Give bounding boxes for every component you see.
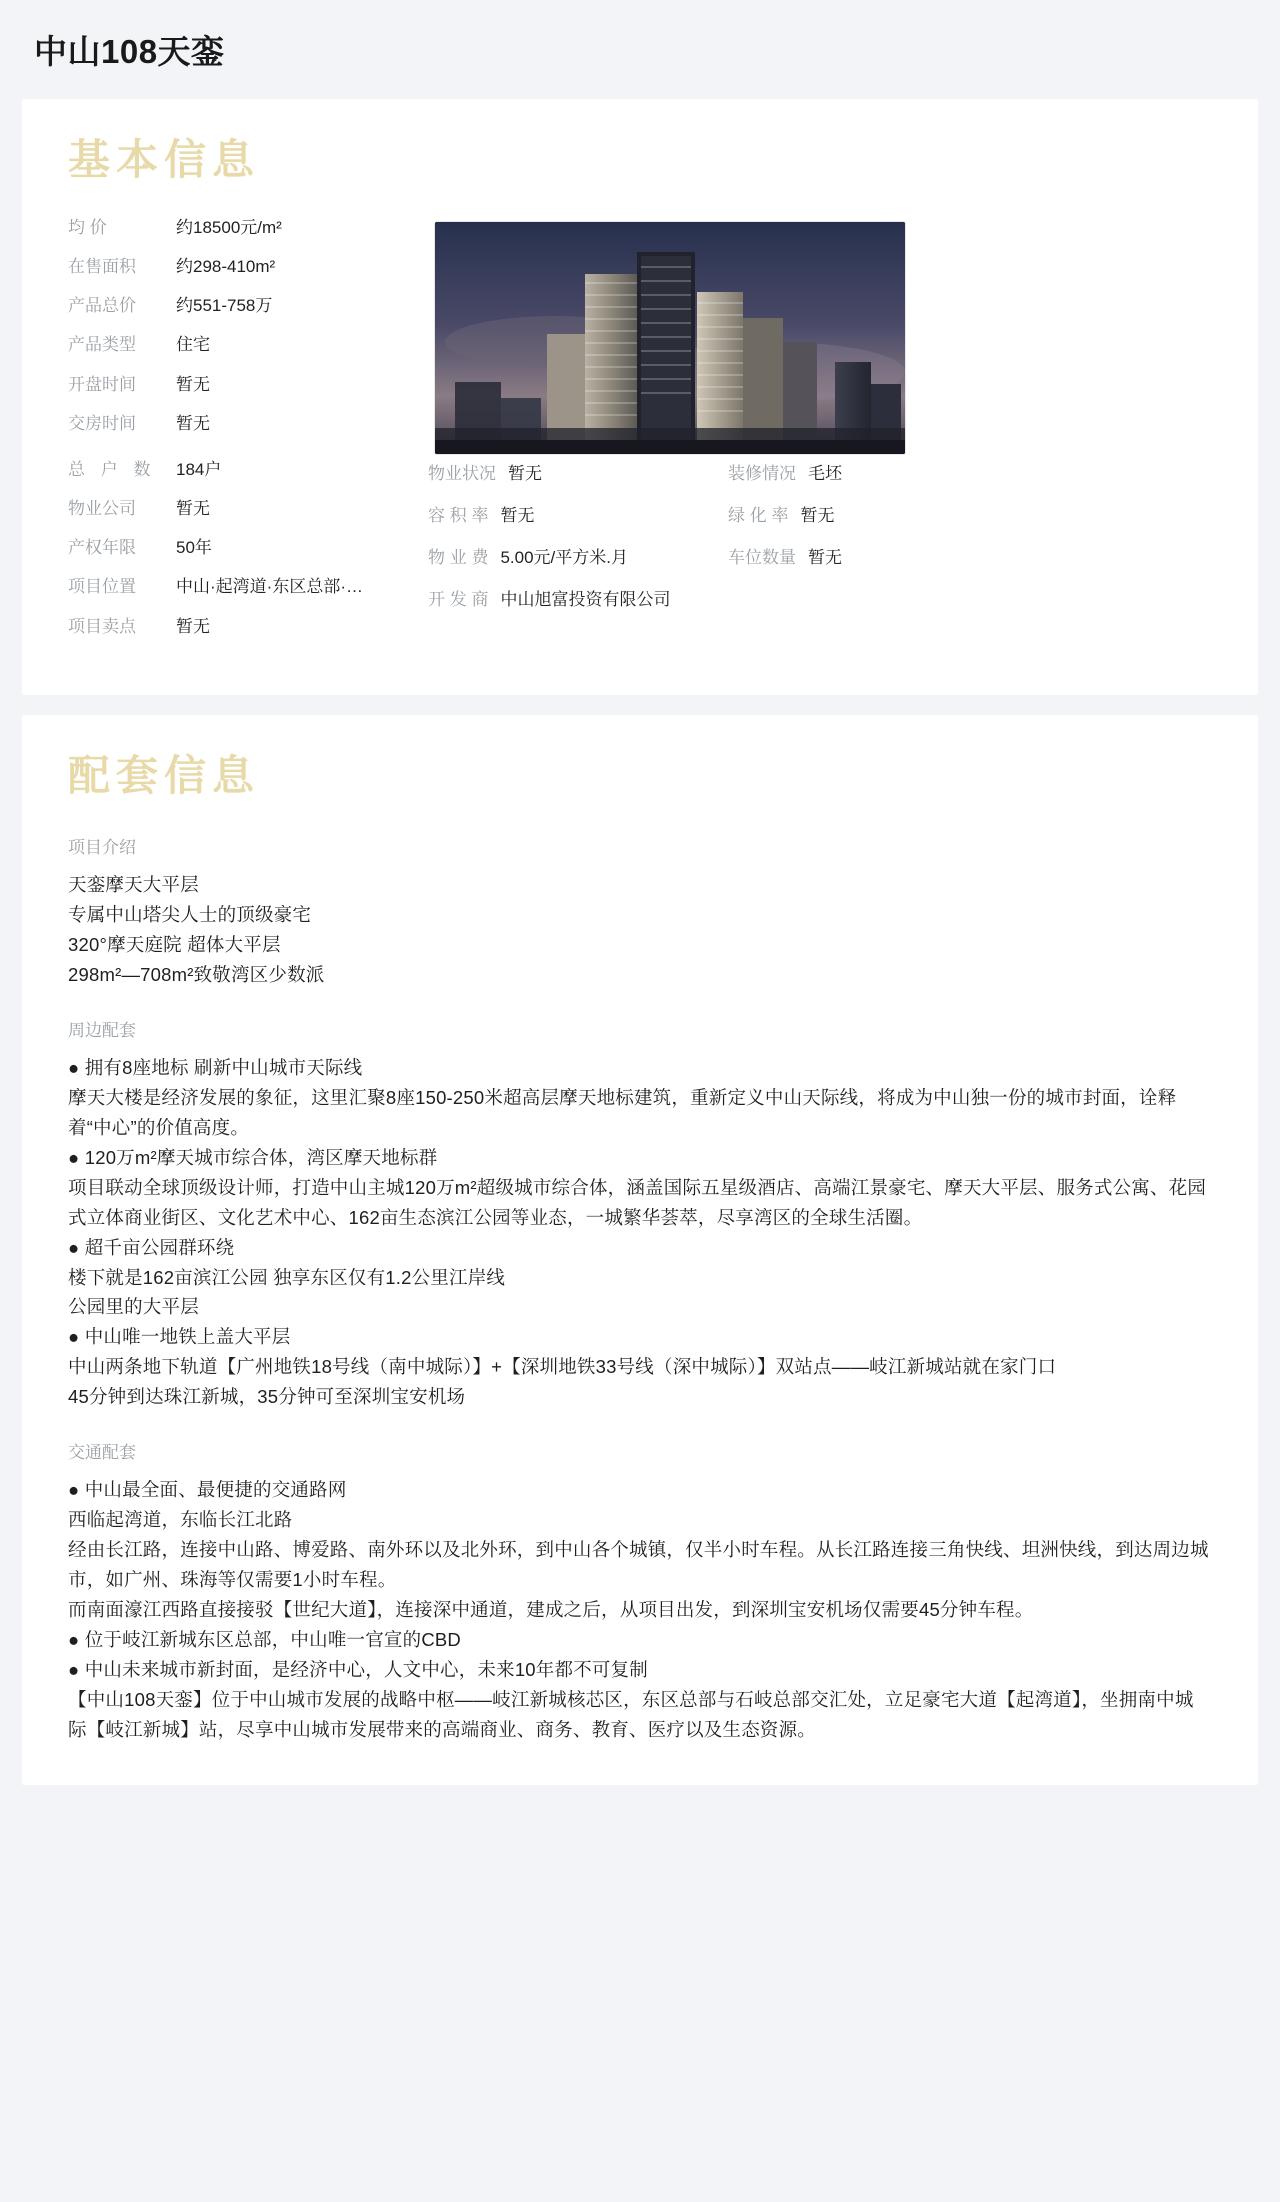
info-value: 5.00元/平方米.月 <box>500 548 628 568</box>
info-row-household-count <box>68 459 428 481</box>
info-label: 绿 化 率 <box>728 506 789 526</box>
project-photo <box>434 221 906 455</box>
info-value: 暂无 <box>176 616 210 636</box>
building-illustration <box>435 222 905 454</box>
group-heading: 项目介绍 <box>68 837 136 857</box>
basic-info-lower-middle <box>428 459 728 654</box>
paragraph: ● 中山唯一地铁上盖大平层 <box>68 1326 291 1348</box>
paragraph: 320°摩天庭院 超体大平层 <box>68 933 281 955</box>
info-row-area <box>68 256 428 278</box>
info-label: 均 价 <box>68 218 107 238</box>
info-row-total-price <box>68 295 428 317</box>
info-value: 暂无 <box>808 548 842 568</box>
info-value: 暂无 <box>176 374 210 394</box>
paragraph: ● 超千亩公园群环绕 <box>68 1236 235 1258</box>
paragraph: 项目联动全球顶级设计师，打造中山主城120万m²超级城市综合体，涵盖国际五星级酒店、高端江景豪宅、摩天大平层、服务式公寓、花园式立体商业街区、文化艺术中心、162亩生态滨江公园等业态，一城繁华荟萃，尽享湾区的全球生活圈。 <box>68 1176 1207 1228</box>
info-value: 约551-758万 <box>176 296 273 316</box>
info-row-open-date <box>68 374 428 396</box>
info-value: 暂无 <box>176 413 210 433</box>
info-label: 产品总价 <box>68 296 136 316</box>
info-label: 车位数量 <box>728 548 796 568</box>
info-label: 交房时间 <box>68 413 136 433</box>
info-value: 50年 <box>176 538 212 558</box>
info-row-parking-count <box>728 543 1212 568</box>
info-label: 开盘时间 <box>68 374 136 394</box>
info-label: 容 积 率 <box>428 506 489 526</box>
info-row-delivery-date <box>68 413 428 435</box>
info-label: 产权年限 <box>68 538 136 558</box>
info-value: 暂无 <box>508 464 542 484</box>
info-label: 项目位置 <box>68 577 136 597</box>
info-value: 约298-410m² <box>176 257 276 277</box>
group-project-intro <box>68 833 1212 990</box>
info-row-property-fee <box>428 543 728 568</box>
info-label: 物业状况 <box>428 464 496 484</box>
paragraph: 【中山108天銮】位于中山城市发展的战略中枢——岐江新城核芯区，东区总部与石岐总部交汇处，立足豪宅大道【起湾道】，坐拥南中城际【岐江新城】站，尽享中山城市发展带来的高端商业、商务、教育、医疗以及生态资源。 <box>68 1689 1194 1741</box>
info-value: 暂无 <box>176 499 210 519</box>
info-row-green-ratio <box>728 501 1212 526</box>
info-label: 在售面积 <box>68 257 136 277</box>
info-label: 项目卖点 <box>68 616 136 636</box>
basic-info-lower-right <box>728 459 1212 654</box>
info-row-property-company <box>68 498 428 520</box>
info-label: 物业公司 <box>68 499 136 519</box>
info-row-selling-point <box>68 616 428 638</box>
info-row-ownership-years <box>68 537 428 559</box>
page-title: 中山108天銮 <box>34 33 225 70</box>
info-label: 物 业 费 <box>428 548 489 568</box>
basic-info-lower-grid <box>68 459 1212 654</box>
paragraph: 中山两条地下轨道【广州地铁18号线（南中城际）】+【深圳地铁33号线（深中城际）】双站点——岐江新城站就在家门口 <box>68 1356 1057 1378</box>
basic-info-card <box>22 99 1258 695</box>
info-label: 装修情况 <box>728 464 796 484</box>
info-row-price <box>68 217 428 239</box>
paragraph: 专属中山塔尖人士的顶级豪宅 <box>68 903 312 925</box>
paragraph: 经由长江路，连接中山路、博爱路、南外环以及北外环，到中山各个城镇，仅半小时车程。从长江路连接三角快线、坦洲快线，到达周边城市，如广州、珠海等仅需要1小时车程。 <box>68 1539 1209 1591</box>
supporting-info-section-title: 配套信息 <box>68 751 261 799</box>
info-value: 中山旭富投资有限公司 <box>500 590 671 610</box>
basic-info-left-column <box>68 217 428 452</box>
info-label: 总 户 数 <box>68 460 156 480</box>
info-value: 184户 <box>176 460 222 480</box>
paragraph: ● 中山最全面、最便捷的交通路网 <box>68 1479 347 1501</box>
basic-info-section-title: 基本信息 <box>68 136 261 183</box>
info-row-developer <box>428 585 728 610</box>
group-surrounding-facilities <box>68 1016 1212 1413</box>
paragraph: 摩天大楼是经济发展的象征，这里汇聚8座150-250米超高层摩天地标建筑，重新定义中山天际线，将成为中山独一份的城市封面，诠释着“中心”的价值高度。 <box>68 1086 1177 1138</box>
info-row-plot-ratio <box>428 501 728 526</box>
basic-info-lower-left <box>68 459 428 654</box>
paragraph: 天銮摩天大平层 <box>68 873 199 895</box>
info-value: 住宅 <box>176 335 210 355</box>
info-value: 暂无 <box>500 506 535 526</box>
group-heading: 交通配套 <box>68 1443 136 1463</box>
paragraph: 楼下就是162亩滨江公园 独享东区仅有1.2公里江岸线 <box>68 1266 506 1288</box>
supporting-info-card <box>22 715 1258 1785</box>
info-value: 暂无 <box>800 506 835 526</box>
paragraph: ● 120万m²摩天城市综合体，湾区摩天地标群 <box>68 1146 438 1168</box>
paragraph: 西临起湾道，东临长江北路 <box>68 1509 293 1531</box>
paragraph: 公园里的大平层 <box>68 1296 199 1318</box>
paragraph: 45分钟到达珠江新城，35分钟可至深圳宝安机场 <box>68 1386 466 1408</box>
paragraph: 而南面濠江西路直接接驳【世纪大道】，连接深中通道，建成之后，从项目出发，到深圳宝安机场仅需要45分钟车程。 <box>68 1599 1034 1621</box>
info-row-type <box>68 334 428 356</box>
info-row-property-status <box>428 459 728 484</box>
paragraph: ● 拥有8座地标 刷新中山城市天际线 <box>68 1056 363 1078</box>
info-label: 开 发 商 <box>428 590 489 610</box>
paragraph: ● 位于岐江新城东区总部，中山唯一官宣的CBD <box>68 1629 461 1651</box>
info-label: 产品类型 <box>68 335 136 355</box>
group-transport-facilities <box>68 1438 1212 1745</box>
basic-info-body <box>68 217 1212 455</box>
info-value: 毛坯 <box>808 464 842 484</box>
info-value: 约18500元/m² <box>176 218 282 238</box>
info-row-decoration <box>728 459 1212 484</box>
group-heading: 周边配套 <box>68 1020 136 1040</box>
info-row-location <box>68 576 428 598</box>
paragraph: ● 中山未来城市新封面，是经济中心，人文中心，未来10年都不可复制 <box>68 1659 648 1681</box>
info-value: 中山·起湾道·东区总部·… <box>176 577 363 597</box>
paragraph: 298m²—708m²致敬湾区少数派 <box>68 963 325 985</box>
